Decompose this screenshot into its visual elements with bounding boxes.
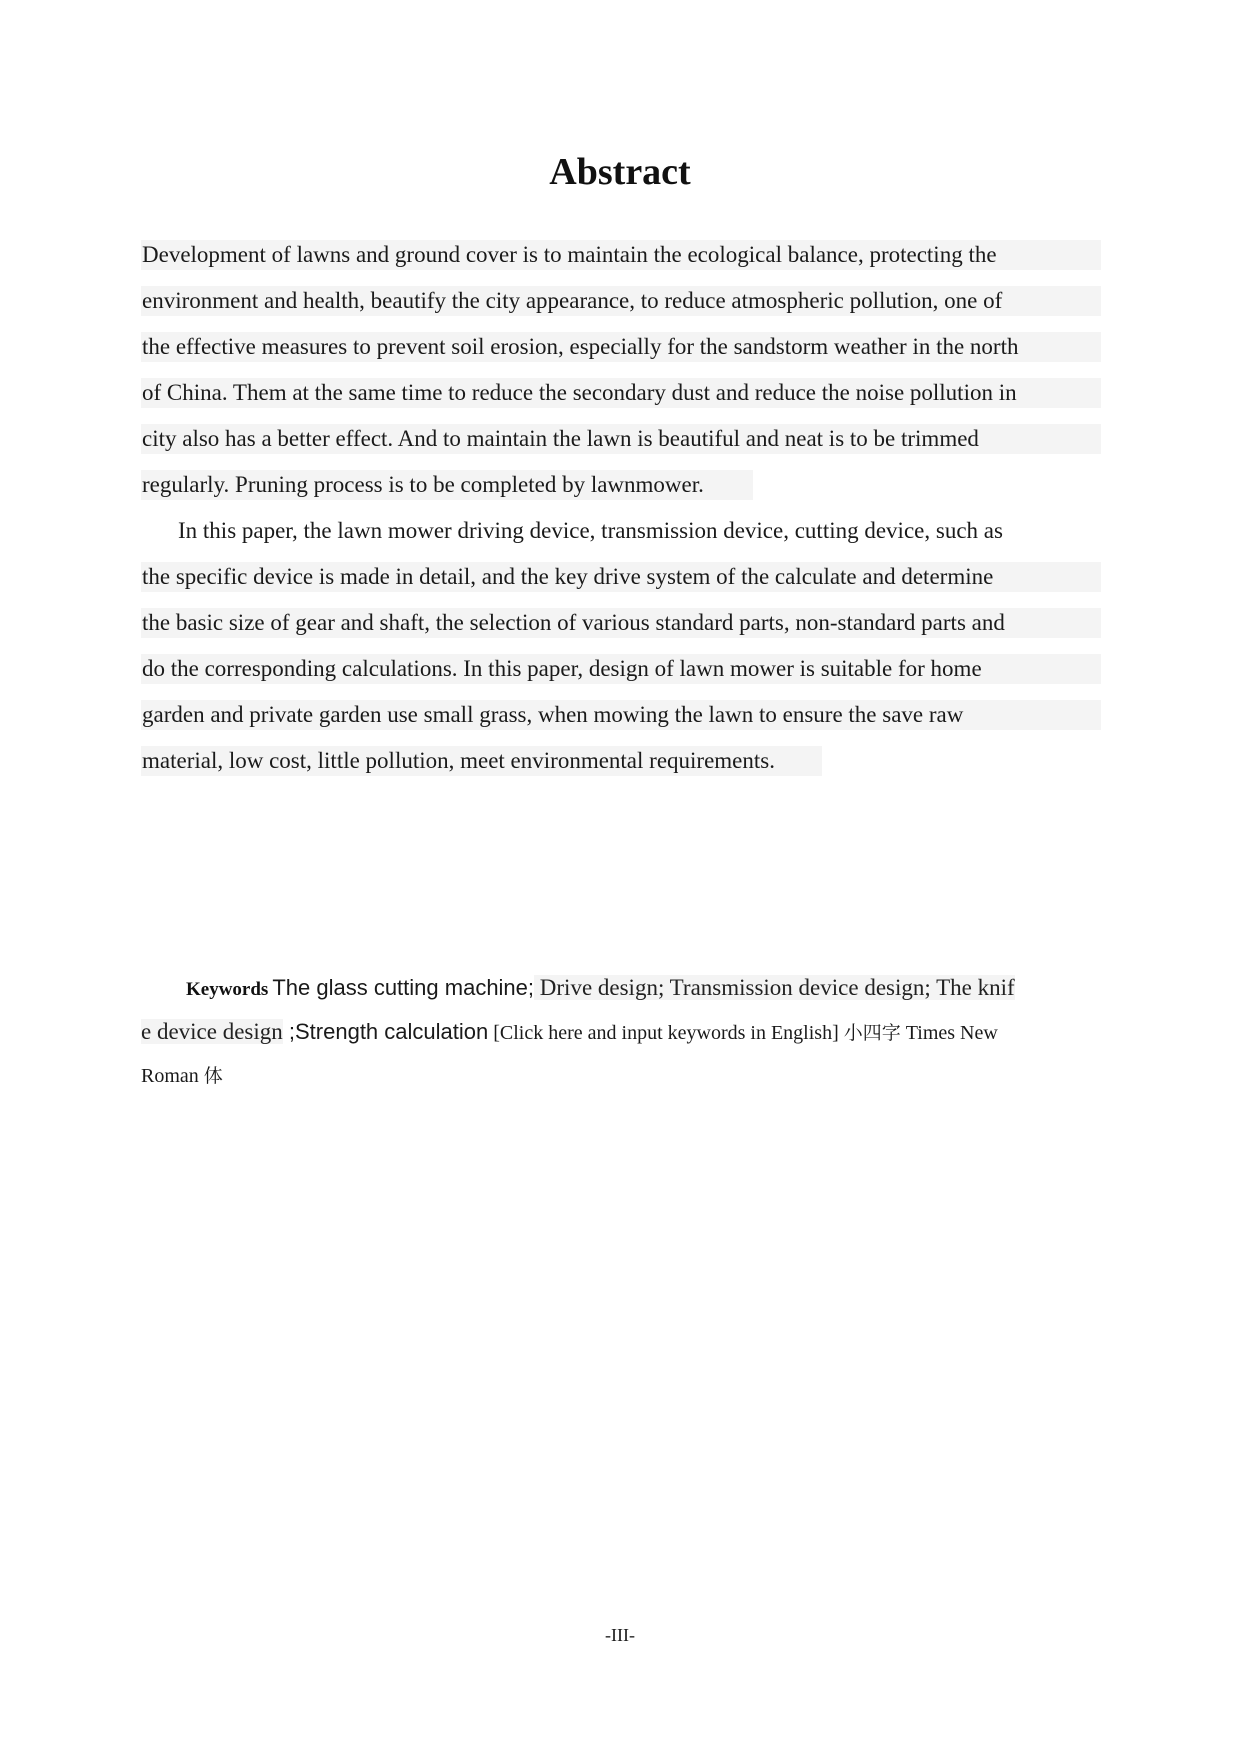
keyword-strength: ;Strength calculation bbox=[282, 1019, 489, 1044]
keywords-block bbox=[141, 973, 1101, 1105]
font-name-hint: Times New bbox=[900, 1022, 998, 1044]
abstract-line: Development of lawns and ground cover is to maintain the ecological balance, protecting the bbox=[141, 240, 1101, 270]
abstract-line: the specific device is made in detail, and the key drive system of the calculate and determine bbox=[141, 562, 1101, 592]
keywords-label: Keywords bbox=[186, 979, 269, 1000]
keyword-list: Drive design; Transmission device design; The knif bbox=[534, 975, 1015, 1000]
keyword-list-cont: e device design bbox=[141, 1019, 283, 1044]
page-number: -III- bbox=[605, 1625, 635, 1645]
abstract-line: city also has a better effect. And to maintain the lawn is beautiful and neat is to be trimmed bbox=[141, 424, 1101, 454]
keywords-input-hint[interactable]: [Click here and input keywords in English] bbox=[488, 1022, 844, 1044]
abstract-line: do the corresponding calculations. In this paper, design of lawn mower is suitable for home bbox=[141, 654, 1101, 684]
keywords-line-3 bbox=[141, 1061, 1101, 1091]
font-style-hint: 体 bbox=[203, 1065, 223, 1087]
abstract-line: environment and health, beautify the city appearance, to reduce atmospheric pollution, one of bbox=[141, 286, 1101, 316]
page-title: Abstract bbox=[549, 151, 691, 193]
abstract-line: regularly. Pruning process is to be completed by lawnmower. bbox=[141, 470, 753, 500]
abstract-line: of China. Them at the same time to reduce the secondary dust and reduce the noise pollution in bbox=[141, 378, 1101, 408]
font-size-hint: 小四字 bbox=[843, 1022, 901, 1044]
abstract-line: the effective measures to prevent soil erosion, especially for the sandstorm weather in the north bbox=[141, 332, 1101, 362]
abstract-line: garden and private garden use small grass, when mowing the lawn to ensure the save raw bbox=[141, 700, 1101, 730]
abstract-line: material, low cost, little pollution, meet environmental requirements. bbox=[141, 746, 822, 776]
abstract-line: the basic size of gear and shaft, the selection of various standard parts, non-standard parts and bbox=[141, 608, 1101, 638]
abstract-line-indented: In this paper, the lawn mower driving device, transmission device, cutting device, such as bbox=[178, 518, 1003, 543]
font-name-hint-cont: Roman bbox=[141, 1065, 204, 1087]
keywords-line-1 bbox=[141, 973, 1101, 1003]
abstract-body bbox=[141, 240, 1101, 792]
keywords-line-2 bbox=[141, 1017, 1101, 1047]
keyword-primary: The glass cutting machine; bbox=[272, 975, 535, 1000]
